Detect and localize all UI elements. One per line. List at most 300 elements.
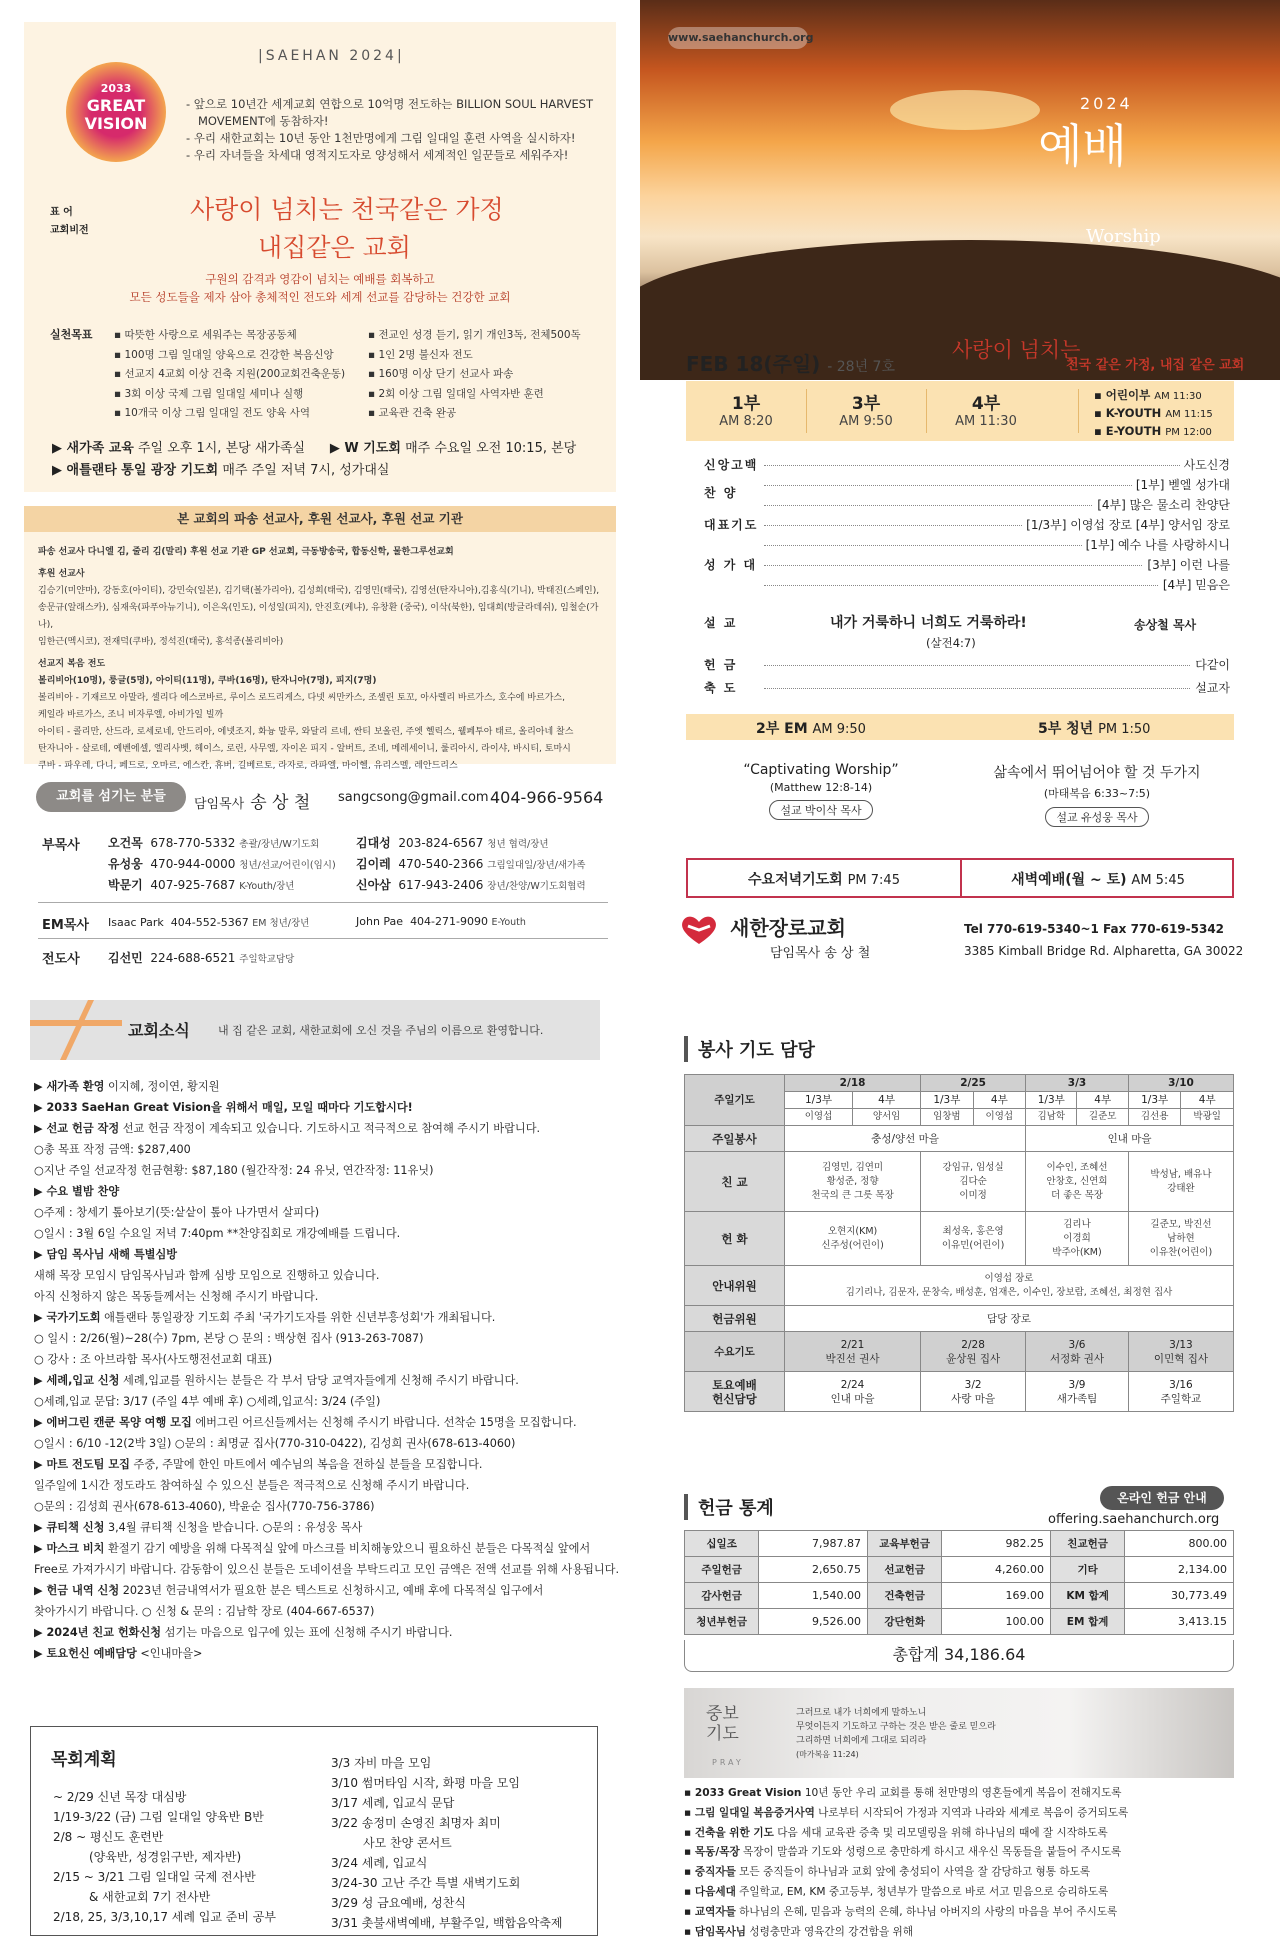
- table-cell: 3/13 이민혁 집사: [1128, 1332, 1233, 1372]
- em-name: 5부 청년: [1038, 721, 1094, 737]
- sched-text: 매주 수요일 오전 10:15, 본당: [405, 441, 577, 456]
- news-item: [34, 1412, 620, 1433]
- staff-name: 김선민: [108, 951, 143, 965]
- leader-dots: [764, 665, 1230, 666]
- order-row: [686, 656, 1234, 675]
- cover-title: 예배: [1038, 119, 1127, 173]
- news-item-text: ○총 목표 작정 금액: $287,400: [34, 1143, 191, 1156]
- sched-text: 주일 오후 1시, 본당 새가족실: [137, 441, 306, 456]
- worship-panel: [640, 0, 1280, 974]
- service-name: 4부: [971, 394, 1001, 414]
- prayer-item: [684, 1863, 1244, 1883]
- short-line: 볼리비아(10명), 룽글(5명), 아이티(11명), 쿠바(16명), 탄자니아(7명), 피지(7명): [38, 676, 377, 686]
- news-item-text: ○지난 주일 선교작정 헌금현황: $87,180 (월간작정: 24 유닛, 연간작정: 11유닛): [34, 1164, 434, 1177]
- offering-value: 2,134.00: [1125, 1557, 1234, 1583]
- news-item-text: <인내마을>: [136, 1647, 203, 1660]
- date-header: 2/18: [785, 1075, 921, 1092]
- order-value: [1부] 예수 나를 사랑하시니: [1082, 536, 1230, 553]
- prayer-meetings: [686, 858, 1234, 898]
- great-vision-badge: [66, 62, 166, 162]
- news-item-title: ▶ 마스크 비치: [34, 1542, 105, 1555]
- staff-tel: 404-552-5367: [170, 916, 249, 929]
- usher-lead: 이영섭 장로: [984, 1272, 1034, 1284]
- table-row: [685, 1609, 1234, 1635]
- staff-name: Isaac Park: [108, 916, 164, 929]
- staff-duty: 총괄/장년/W기도회: [239, 839, 320, 850]
- staff-tel: 203-824-6567: [398, 836, 484, 850]
- church-tel: Tel 770-619-5340~1 Fax 770-619-5342: [964, 922, 1225, 936]
- news-item-title: ▶ 수요 별밤 찬양: [34, 1185, 120, 1198]
- sermon-pastor: 송상철 목사: [1134, 618, 1197, 632]
- staff-duty: 장년/찬양/W기도회협력: [487, 881, 586, 892]
- prayer-item: [684, 1903, 1244, 1923]
- prayer-item: [684, 1804, 1244, 1824]
- table-cell: 임창범: [921, 1109, 973, 1126]
- slogan-line-1: 사랑이 넘치는 천국같은 가정: [190, 195, 504, 224]
- table-cell: 양서임: [853, 1109, 921, 1126]
- service-times: [686, 381, 1234, 441]
- plan-item: 2/8 ~ 평신도 훈련반: [53, 1830, 164, 1844]
- table-row: [685, 1583, 1234, 1609]
- youth-time: AM 11:15: [1165, 409, 1213, 420]
- em-sermon-title: “Captivating Worship”: [743, 762, 899, 778]
- row-label: 토요예배 헌신담당: [685, 1372, 785, 1412]
- offering-title: 헌금 통계: [684, 1494, 774, 1520]
- part-header: 4부: [853, 1092, 921, 1109]
- prayer-item: [684, 1883, 1244, 1903]
- news-item-title: ▶ 새가족 환영: [34, 1080, 105, 1093]
- service-name: 3부: [851, 394, 881, 414]
- news-item-text: 주중, 주말에 한인 마트에서 예수님의 복음을 전하실 분들을 모집합니다.: [129, 1458, 483, 1471]
- youth-time: AM 11:30: [1154, 391, 1202, 402]
- practice-left: [114, 326, 345, 424]
- prayer-name: 새벽예배(월 ~ 토): [1011, 872, 1127, 888]
- sched-text: 매주 주일 저녁 7시, 성가대실: [222, 463, 390, 478]
- sent-missionaries: 파송 선교사 다니엘 김, 줄리 김(말리) 후원 선교 기관 GP 선교회, 극동방송국, 합동신학, 물한그루선교회: [38, 547, 454, 557]
- prayer-item-title: ▪ 교역자들: [684, 1905, 736, 1918]
- badge-year: 2033: [100, 82, 132, 95]
- wednesday-prayer: [688, 869, 960, 889]
- divider: [1078, 389, 1079, 433]
- news-item-text: 일주일에 1시간 정도라도 참여하실 수 있으신 분들은 적극적으로 신청해 주시기 바랍니다.: [34, 1479, 470, 1492]
- news-item: [34, 1307, 620, 1328]
- practice-item: ▪ 따뜻한 사랑으로 세워주는 목장공동체: [114, 329, 297, 341]
- leader-dots: [764, 688, 1230, 689]
- news-item: [34, 1559, 620, 1580]
- divider: [38, 938, 608, 939]
- staff-name: 김이레: [356, 857, 391, 871]
- offering-value: 982.25: [942, 1531, 1051, 1557]
- pray-verse: [796, 1706, 996, 1762]
- offering-label: 주일헌금: [685, 1557, 759, 1583]
- slogan-line-2: 내집같은 교회: [258, 233, 411, 262]
- website-url[interactable]: www.saehanchurch.org: [668, 27, 808, 49]
- order-row: [686, 679, 1234, 698]
- em-time: PM 1:50: [1098, 722, 1151, 737]
- staff-name: 오건목: [108, 836, 143, 850]
- order-row: [686, 496, 1234, 515]
- online-offering-button[interactable]: 온라인 헌금 안내: [1100, 1486, 1224, 1510]
- staff-row: [356, 855, 585, 872]
- table-cell: 이영섭: [785, 1109, 853, 1126]
- table-cell: 이수인, 조혜선 안창호, 신연희 더 좋은 목장: [1026, 1152, 1129, 1212]
- order-row: [686, 576, 1234, 595]
- support-line: 송문규(알래스카), 심재욱(파푸아뉴기니), 이은옥(인도), 이성일(피지), 안진호(케냐), 유창환 (중국), 이삭(북한), 임대희(방글라데쉬), 임철순(가나),: [38, 603, 599, 630]
- church-name: 새한장로교회: [730, 916, 846, 940]
- short-line: 탄자니아 - 살로테, 예벤에셀, 엘리사벳, 헤이스, 로린, 사무엘, 자이온 피지 - 알버트, 조네, 메레세이니, 룰리아시, 라이샤, 바시티, 토마시: [38, 744, 571, 754]
- cover-subtitle: Worship: [1086, 226, 1161, 247]
- order-label: 성 가 대: [704, 558, 758, 572]
- table-cell: 오현지(KM) 신주성(어린이): [785, 1212, 921, 1266]
- prayer-item: [684, 1784, 1244, 1804]
- news-item: [34, 1496, 620, 1517]
- vision-description: [100, 270, 540, 306]
- motto-line-2: 천국 같은 가정, 내집 같은 교회: [1066, 358, 1245, 373]
- vision-item: MOVEMENT에 동참하자!: [198, 114, 329, 128]
- em-time: AM 9:50: [812, 722, 866, 737]
- table-cell: 박성남, 배유나 강태완: [1128, 1152, 1233, 1212]
- table-cell: 길준모: [1077, 1109, 1128, 1126]
- support-title: 후원 선교사: [38, 569, 85, 579]
- plan-item: ~ 2/29 신년 목장 대심방: [53, 1790, 187, 1804]
- table-row: [685, 1212, 1234, 1266]
- order-label: 대표기도: [704, 518, 759, 532]
- part-header: 1/3부: [1128, 1092, 1180, 1109]
- plan-item: 3/3 자비 마을 모임: [331, 1756, 432, 1770]
- offering-label: KM 합계: [1050, 1583, 1124, 1609]
- prayer-item-text: 목장이 말씀과 기도와 성령으로 충만하게 하시고 새우신 목동들을 붙들어 주시도록: [739, 1846, 1122, 1859]
- offering-table: [684, 1530, 1234, 1635]
- em-sermon: [686, 762, 956, 820]
- practice-item: ▪ 교육관 건축 완공: [368, 407, 457, 419]
- label-vision: 교회비전: [50, 225, 89, 236]
- short-title: 선교지 복음 전도: [38, 659, 106, 669]
- news-item: [34, 1097, 620, 1118]
- vision-list: [178, 96, 608, 164]
- part-header: 4부: [1181, 1092, 1234, 1109]
- offering-label: 선교헌금: [867, 1557, 941, 1583]
- pastor: [194, 788, 310, 813]
- order-value: [1/3부] 이영섭 장로 [4부] 양서임 장로: [1022, 516, 1230, 533]
- news-item: [34, 1370, 620, 1391]
- prayer-item-text: 성령충만과 영육간의 강건함을 위해: [746, 1925, 914, 1938]
- offering-label: 친교헌금: [1050, 1531, 1124, 1557]
- church-address: 3385 Kimball Bridge Rd. Alpharetta, GA 30022: [964, 944, 1244, 958]
- prayer-item-text: 모든 중직들이 하나님과 교회 앞에 충성되이 사역을 잘 감당하고 형통 하도록: [735, 1866, 1091, 1879]
- youth-sermon-pastor: 설교 유성웅 목사: [1045, 807, 1148, 827]
- youth-name: ▪ 어린이부: [1094, 388, 1151, 402]
- news-item-text: ○일시 : 3월 6일 수요일 저녁 7:40pm **찬양집회로 개강예배를 드립니다.: [34, 1227, 401, 1240]
- sermon-reference: (살전4:7): [926, 636, 976, 650]
- prayer-item-title: ▪ 다음세대: [684, 1885, 736, 1898]
- offering-url[interactable]: offering.saehanchurch.org: [1048, 1512, 1220, 1527]
- short-line: 케일라 바르가스, 조니 비자루엘, 아비가일 빌까: [38, 710, 224, 720]
- table-cell: 김선용: [1128, 1109, 1180, 1126]
- vision-panel: [0, 0, 640, 974]
- prayer-item-title: ▪ 그림 일대일 복음증거사역: [684, 1806, 815, 1819]
- table-cell: 김리나 이경희 박주아(KM): [1026, 1212, 1129, 1266]
- prayer-name: 수요저녁기도회: [748, 872, 843, 888]
- prayer-item-title: ▪ 담임목사님: [684, 1925, 747, 1938]
- table-cell: 인내 마을: [1026, 1126, 1234, 1152]
- offering-block: [640, 1276, 1280, 1938]
- leader-dots: [764, 465, 1230, 466]
- order-value: [4부] 믿음은: [1159, 576, 1230, 593]
- staff-duty: E-Youth: [491, 917, 526, 928]
- intercession-banner: [684, 1688, 1234, 1778]
- ministry-plan: [30, 1726, 598, 1936]
- table-cell: 3/16 주일학교: [1128, 1372, 1233, 1412]
- news-item-title: ▶ 선교 헌금 작정: [34, 1122, 120, 1135]
- service-1: [686, 389, 806, 429]
- part-header: 4부: [973, 1092, 1026, 1109]
- church-info: [680, 912, 900, 962]
- table-cell: 담당 장로: [785, 1306, 1234, 1332]
- youth-services: [1094, 387, 1213, 441]
- staff-tel: 617-943-2406: [398, 878, 484, 892]
- news-item-title: ▶ 토요헌신 예배담당: [34, 1647, 137, 1660]
- saehan-header: |SAEHAN 2024|: [258, 48, 405, 64]
- pastor-email[interactable]: sangcsong@gmail.com: [338, 790, 489, 805]
- sched-title: ▶ 애틀랜타 통일 광장 기도회: [52, 463, 219, 478]
- news-list: [34, 1076, 620, 1664]
- prayer-item: [684, 1843, 1244, 1863]
- verse-line: (마가복음 11:24): [796, 1750, 859, 1759]
- staff-header: [24, 778, 616, 818]
- missions-body: [24, 532, 616, 771]
- em-sermon-ref: (Matthew 12:8-14): [769, 781, 873, 794]
- short-line: 볼리비아 - 기재르모 아말라, 셀리다 에스코바르, 루이스 로드리게스, 다넷 씨만카스, 조셀린 토꼬, 아사렐리 바르가스, 호수에 바르가스,: [38, 693, 565, 703]
- staff-row: [108, 876, 294, 893]
- em-name: 2부 EM: [756, 721, 808, 737]
- usher-list: 김기리나, 김문자, 문창숙, 배성훈, 엄재은, 이수인, 장보람, 조혜선, 최정현 집사: [845, 1286, 1173, 1298]
- plan-item: 3/10 썸머타임 시작, 화평 마을 모임: [331, 1776, 520, 1790]
- offering-label: 기타: [1050, 1557, 1124, 1583]
- service-4: [926, 389, 1046, 429]
- news-item-text: 새해 목장 모임시 담임목사님과 함께 심방 모임으로 진행하고 있습니다.: [34, 1269, 380, 1282]
- short-line: 쿠바 - 파우레, 다니, 페드로, 오마르, 에스칸, 휴버, 길베르토, 라자로, 라파엘, 마이헬, 유리스멜, 레안드리스: [38, 761, 458, 771]
- news-item: [34, 1349, 620, 1370]
- badge-title: GREAT VISION: [84, 96, 148, 133]
- table-row: [685, 1531, 1234, 1557]
- plan-item: 2/15 ~ 3/21 그림 일대일 국제 전사반: [53, 1870, 256, 1884]
- youth-name: ▪ K-YOUTH: [1094, 406, 1162, 420]
- order-label: 설 교: [704, 616, 738, 630]
- vision-item: - 앞으로 10년간 세계교회 연합으로 10억명 전도하는 BILLION SOUL HARVEST: [186, 97, 594, 111]
- offering-value: 1,540.00: [759, 1583, 868, 1609]
- news-subtitle: 내 집 같은 교회, 새한교회에 오신 것을 주님의 이름으로 환영합니다.: [218, 1024, 544, 1037]
- staff-row: [108, 949, 294, 966]
- table-cell: 3/6 서정화 권사: [1026, 1332, 1129, 1372]
- news-item-text: 3,4월 큐티책 신청을 받습니다. ○문의 : 유성웅 목사: [104, 1521, 363, 1534]
- offering-value: 9,526.00: [759, 1609, 868, 1635]
- news-item-text: ○세례,입교 문답: 3/17 (주일 4부 예배 후) ○세례,입교식: 3/24 (주일): [34, 1395, 381, 1408]
- desc-line: 구원의 감격과 영감이 넘치는 예배를 회복하고: [205, 272, 435, 286]
- short-line: 아이티 - 콜리만, 산드라, 로세로네, 안드리아, 에넷조지, 화늉 말루, 와달리 르네, 싼티 보올린, 주엣 헬릭스, 웰페투아 태르, 올리아네 찰스: [38, 727, 574, 737]
- service-3: [806, 389, 926, 429]
- news-item: [34, 1622, 620, 1643]
- prayer-item-text: 하나님의 은혜, 믿음과 능력의 은혜, 하나님 아버지의 사랑의 마음을 부어 주시도록: [735, 1905, 1118, 1918]
- pray-word: 중보: [706, 1704, 739, 1724]
- motto-label: [50, 204, 89, 240]
- news-item: [34, 1391, 620, 1412]
- staff-row: [356, 876, 586, 893]
- em-sermon-pastor: 설교 박이삭 목사: [769, 800, 872, 820]
- practice-item: ▪ 160명 이상 단기 선교사 파송: [368, 368, 514, 380]
- youth-sermon-title: 삶속에서 뛰어넘어야 할 것 두가지: [993, 765, 1201, 781]
- order-value: [1부] 벧엘 성가대: [1132, 476, 1230, 493]
- news-item: [34, 1517, 620, 1538]
- church-pastor: 담임목사 송 상 철: [770, 946, 871, 961]
- staff-tel: 404-271-9090: [410, 915, 488, 928]
- news-item-text: ○일시 : 6/10 -12(2박 3일) ○문의 : 최명균 집사(770-310-0422), 김성희 권사(678-613-4060): [34, 1437, 516, 1450]
- plan-item: 사모 찬양 콘서트: [363, 1836, 452, 1850]
- plan-item: 3/31 촛불새벽예배, 부활주일, 백합음악축제: [331, 1916, 563, 1930]
- order-row: [686, 476, 1234, 500]
- plan-item: 3/24 세례, 입교식: [331, 1856, 428, 1870]
- verse-line: 무엇이든지 기도하고 구하는 것은 받은 줄로 믿으라: [796, 1722, 996, 1732]
- news-item: [34, 1160, 620, 1181]
- table-row: [685, 1126, 1234, 1152]
- sermon-title: 내가 거룩하니 너희도 거룩하라!: [830, 615, 1027, 631]
- row-label: 헌금위원: [685, 1306, 785, 1332]
- news-item-title: ▶ 세례,입교 신청: [34, 1374, 120, 1387]
- support-line: 임한근(멕시코), 전재덕(쿠바), 정석진(태국), 홍석종(볼리비아): [38, 637, 284, 647]
- offering-value: 30,773.49: [1125, 1583, 1234, 1609]
- order-label: 축 도: [704, 681, 738, 695]
- order-label: 헌 금: [704, 658, 738, 672]
- pastor-label: 담임목사: [194, 797, 245, 812]
- plan-item: 2/18, 25, 3/3,10,17 세례 입교 준비 공부: [53, 1910, 276, 1924]
- part-header: 1/3부: [1026, 1092, 1077, 1109]
- pastor-phone: 404-966-9564: [490, 788, 604, 807]
- pray-word: 기도: [706, 1724, 739, 1744]
- duty-panel: [640, 974, 1280, 1948]
- prayer-item-title: ▪ 2033 Great Vision: [684, 1787, 802, 1799]
- part-header: 1/3부: [921, 1092, 973, 1109]
- offering-value: 800.00: [1125, 1531, 1234, 1557]
- youth-sermon-ref: (마태복음 6:33~7:5): [1043, 787, 1151, 800]
- news-item-text: Free로 가져가시기 바랍니다. 감동함이 있으신 분들은 도네이션을 부탁드리고 모인 금액은 전액 선교를 위해 사용됩니다.: [34, 1563, 620, 1576]
- cover-image: [640, 0, 1280, 316]
- plan-item: 1/19-3/22 (금) 그림 일대일 양육반 B반: [53, 1810, 264, 1824]
- news-item-text: 2023년 헌금내역서가 필요한 분은 텍스트로 신청하시고, 예배 후에 다목적실 입구에서: [119, 1584, 544, 1597]
- prayer-list: [684, 1784, 1244, 1942]
- sched-title: ▶ W 기도회: [329, 441, 401, 456]
- week-number: - 28년 7호: [827, 359, 895, 375]
- news-item: [34, 1202, 620, 1223]
- prayer-item-text: 나로부터 시작되어 가정과 지역과 나라와 세계로 복음이 증거되도록: [814, 1806, 1129, 1819]
- staff-duty: 주일학교담당: [239, 954, 295, 965]
- news-item-text: ○ 일시 : 2/26(월)~28(수) 7pm, 본당 ○ 문의 : 백상현 집사 (913-263-7087): [34, 1332, 424, 1345]
- news-item-title: ▶ 2033 SaeHan Great Vision을 위해서 매일, 모일 때마다 기도합시다!: [34, 1101, 413, 1114]
- news-item-text: 선교 헌금 작정이 계속되고 있습니다. 기도하시고 적극적으로 참여해 주시기 바랍니다.: [119, 1122, 541, 1135]
- news-item-title: ▶ 마트 전도팀 모집: [34, 1458, 130, 1471]
- plan-item: 3/29 성 금요예배, 성찬식: [331, 1896, 466, 1910]
- label-motto: 표 어: [50, 207, 73, 218]
- order-label: 찬 양: [704, 486, 738, 500]
- date-header: 3/3: [1026, 1075, 1129, 1092]
- table-cell: 2/24 인내 마을: [785, 1372, 921, 1412]
- date-header: 2/25: [921, 1075, 1026, 1092]
- order-value: [3부] 이런 나를: [1143, 556, 1230, 573]
- offering-label: 건축헌금: [867, 1583, 941, 1609]
- plan-item: 3/17 세례, 입교식 문답: [331, 1796, 455, 1810]
- offering-value: 2,650.75: [759, 1557, 868, 1583]
- table-cell: 박광일: [1181, 1109, 1234, 1126]
- plan-left: [53, 1787, 276, 1927]
- staff-tel: 224-688-6521: [150, 951, 236, 965]
- order-label: 신앙고백: [704, 458, 759, 472]
- news-panel: [0, 974, 640, 1948]
- duty-title: 봉사 기도 담당: [684, 1036, 815, 1062]
- table-cell: 이영섭: [973, 1109, 1026, 1126]
- cross-decoration: [60, 1000, 94, 1060]
- staff-name: 김대성: [356, 836, 391, 850]
- staff-name: 신아삼: [356, 878, 391, 892]
- news-item-text: ○ 강사 : 조 아브라함 목사(사도행전선교회 대표): [34, 1353, 273, 1366]
- prayer-item-text: 주일학교, EM, KM 중고등부, 청년부가 말씀으로 바로 서고 믿음으로 승리하도록: [735, 1885, 1109, 1898]
- pray-eng: PRAY: [712, 1758, 744, 1767]
- offering-value: 4,260.00: [942, 1557, 1051, 1583]
- offering-label: 청년부헌금: [685, 1609, 759, 1635]
- news-item: [34, 1601, 620, 1622]
- news-item: [34, 1181, 620, 1202]
- prayer-item-title: ▪ 목동/목장: [684, 1846, 740, 1859]
- date-text: FEB 18(주일): [686, 352, 821, 376]
- staff-name: John Pae: [356, 915, 404, 928]
- practice-item: ▪ 전교인 성경 듣기, 읽기 개인3독, 전체500독: [368, 329, 581, 341]
- staff-button: 교회를 섬기는 분들: [36, 782, 186, 812]
- church-contact: [964, 918, 1243, 962]
- table-row: [685, 1075, 1234, 1092]
- news-item-text: 이지혜, 정이연, 황지원: [104, 1080, 220, 1093]
- offering-value: 7,987.87: [759, 1531, 868, 1557]
- part-header: 1/3부: [785, 1092, 853, 1109]
- youth-time: PM 12:00: [1165, 427, 1212, 438]
- row-label: 친 교: [685, 1152, 785, 1212]
- em-service: [756, 718, 866, 738]
- offering-value: 3,413.15: [1125, 1609, 1234, 1635]
- news-item-text: 섬기는 마음으로 입구에 있는 표에 신청해 주시기 바랍니다.: [161, 1626, 453, 1639]
- service-time: AM 9:50: [839, 414, 893, 429]
- news-header: [30, 1000, 600, 1060]
- prayer-time: PM 7:45: [847, 873, 900, 888]
- sched-title: ▶ 새가족 교육: [52, 441, 134, 456]
- order-row: [686, 536, 1234, 555]
- offering-label: 교육부헌금: [867, 1531, 941, 1557]
- youth-name: ▪ E-YOUTH: [1094, 424, 1162, 438]
- news-item: [34, 1286, 620, 1307]
- youth-sermon: [962, 762, 1232, 827]
- staff-row: [356, 915, 526, 928]
- news-item: [34, 1538, 620, 1559]
- order-value: [4부] 많은 물소리 찬양단: [1093, 496, 1230, 513]
- prayer-item: [684, 1824, 1244, 1844]
- cover-year: 2024: [1080, 94, 1133, 113]
- news-item: [34, 1454, 620, 1475]
- plan-item: & 새한교회 7기 전사반: [89, 1890, 211, 1904]
- church-logo-icon: [680, 914, 718, 946]
- role-em: EM목사: [42, 918, 89, 933]
- prayer-item-title: ▪ 건축을 위한 기도: [684, 1826, 774, 1839]
- news-item: [34, 1118, 620, 1139]
- schedule-block: [52, 438, 576, 482]
- staff-duty: EM 청년/장년: [252, 918, 310, 929]
- role-jeondosa: 전도사: [42, 952, 80, 967]
- table-cell: 2/21 박진선 권사: [785, 1332, 921, 1372]
- prayer-item-title: ▪ 중직자들: [684, 1866, 736, 1879]
